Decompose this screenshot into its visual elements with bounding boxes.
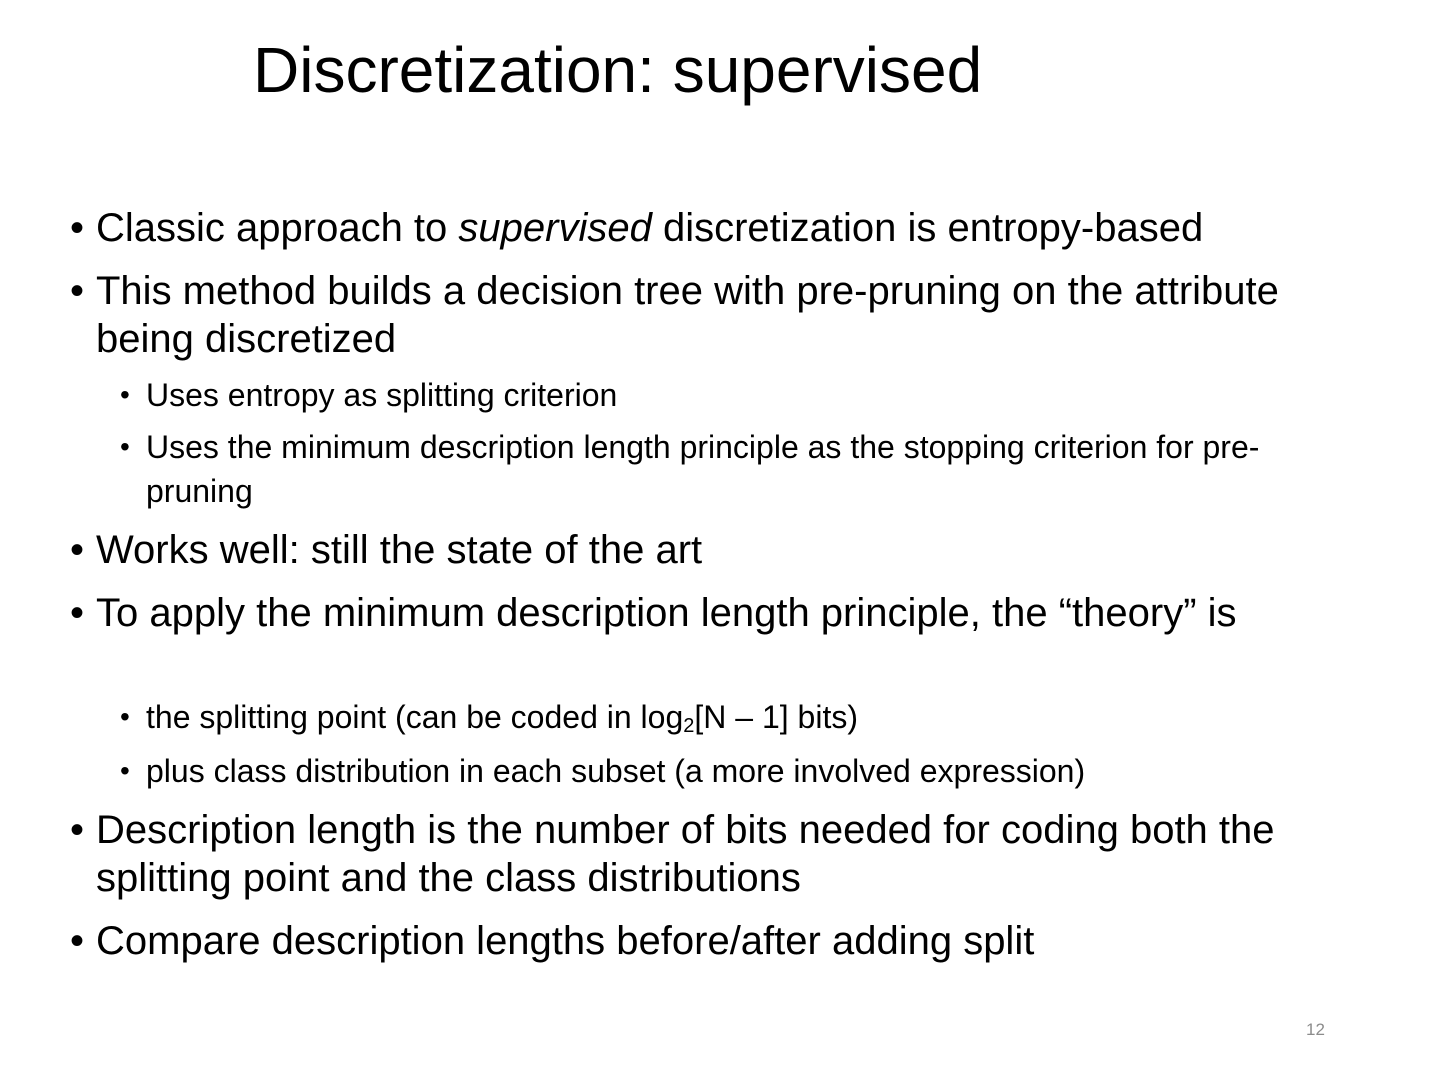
bullet-marker: •: [120, 755, 130, 786]
sub-bullet-item: [120, 425, 1346, 513]
bullet-marker: •: [70, 919, 85, 963]
bullet-marker: •: [70, 269, 85, 313]
bullet-text: Works well: still the state of the art: [96, 528, 703, 572]
bullet-marker: •: [70, 528, 85, 572]
sub-bullet-text: the splitting point (can be coded in log: [146, 699, 684, 735]
bullet-text: To apply the minimum description length principle, the “theory” is: [96, 591, 1237, 635]
bullet-marker: •: [120, 379, 130, 410]
subscript-text: 2: [683, 715, 695, 737]
bullet-text: This method builds a decision tree with pre-pruning on the attribute being discretized: [96, 269, 1279, 361]
bullet-item: [70, 806, 1356, 902]
bullet-item: [70, 267, 1356, 363]
slide-title: Discretization: supervised: [253, 34, 983, 106]
bullet-marker: •: [70, 206, 85, 250]
bullet-marker: •: [70, 591, 85, 635]
bullet-item: [70, 589, 1356, 637]
sub-bullet-item: [120, 373, 1346, 417]
sub-bullet-item: [120, 749, 1346, 793]
bullet-marker: •: [70, 808, 85, 852]
emphasis-text: supervised: [458, 206, 652, 250]
bullet-marker: •: [120, 431, 130, 462]
bullet-text: discretization is entropy-based: [651, 206, 1204, 250]
sub-bullet-text: Uses entropy as splitting criterion: [146, 377, 618, 413]
bullet-text: Compare description lengths before/after adding split: [96, 919, 1035, 963]
bullet-text: Description length is the number of bits needed for coding both the splitting point and the class distributions: [96, 808, 1275, 900]
sub-bullet-text: Uses the minimum description length principle as the stopping criterion for pre-pruning: [146, 429, 1260, 509]
sub-bullet-item: [120, 695, 1346, 739]
bullet-item: [70, 917, 1356, 965]
page-number: 12: [1306, 1020, 1325, 1039]
bullet-text: Classic approach to: [96, 206, 459, 250]
sub-bullet-text: [N – 1] bits): [694, 699, 858, 735]
sub-bullet-text: plus class distribution in each subset (a more involved expression): [146, 753, 1086, 789]
bullet-item: [70, 526, 1356, 574]
bullet-marker: •: [120, 701, 130, 732]
bullet-item: [70, 204, 1356, 252]
